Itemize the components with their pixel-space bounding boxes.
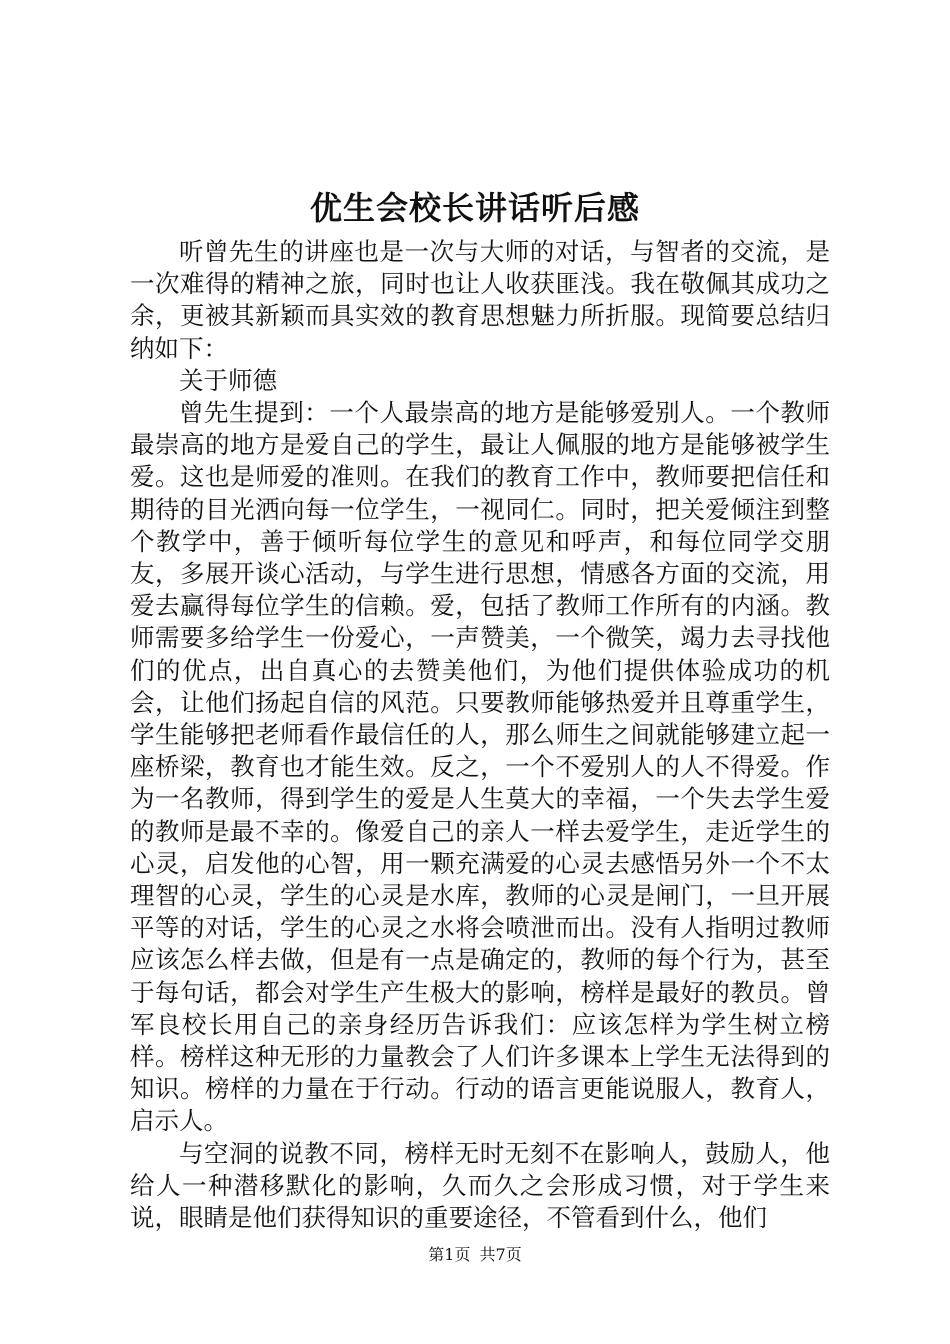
body-paragraph: 曾先生提到：一个人最崇高的地方是能够爱别人。一个教师最崇高的地方是爱自己的学生，最让人佩服的地方是能够被学生爱。这也是师爱的准则。在我们的教育工作中，教师要把信任和期待的目光洒向每一位学生，一视同仁。同时，把关爱倾注到整个教学中，善于倾听每位学生的意见和呼声，和每位同学交朋友，多展开谈心活动，与学生进行思想，情感各方面的交流，用爱去赢得每位学生的信赖。爱，包括了教师工作所有的内涵。教师需要多给学生一份爱心，一声赞美，一个微笑，竭力去寻找他们的优点，出自真心的去赞美他们，为他们提供体验成功的机会，让他们扬起自信的风范。只要教师能够热爱并且尊重学生，学生能够把老师看作最信任的人，那么师生之间就能够建立起一座桥梁，教育也才能生效。反之，一个不爱别人的人不得爱。作为一名教师，得到学生的爱是人生莫大的幸福，一个失去学生爱的教师是最不幸的。像爱自己的亲人一样去爱学生，走近学生的心灵，启发他的心智，用一颗充满爱的心灵去感悟另外一个不太理智的心灵，学生的心灵是水库，教师的心灵是闸门，一旦开展平等的对话，学生的心灵之水将会喷泄而出。没有人指明过教师应该怎么样去做，但是有一点是确定的，教师的每个行为，甚至于每句话，都会对学生产生极大的影响，榜样是最好的教员。曾军良校长用自己的亲身经历告诉我们：应该怎样为学生树立榜样。榜样这种无形的力量教会了人们许多课本上学生无法得到的知识。榜样的力量在于行动。行动的语言更能说服人，教育人，启示人。 [130, 398, 830, 1136]
page-number: 第1页 [428, 1245, 471, 1264]
document-body [130, 236, 830, 1234]
section-heading-teacher-ethics: 关于师德 [179, 365, 277, 395]
page-total: 共7页 [479, 1245, 522, 1264]
document-title: 优生会校长讲话听后感 [309, 189, 640, 227]
intro-paragraph: 听曾先生的讲座也是一次与大师的对话，与智者的交流，是一次难得的精神之旅，同时也让人收获匪浅。我在敬佩其成功之余，更被其新颖而具实效的教育思想魅力所折服。现简要总结归纳如下： [130, 237, 830, 363]
body-paragraph-continued: 与空洞的说教不同，榜样无时无刻不在影响人，鼓励人，他给人一种潜移默化的影响，久而久之会形成习惯，对于学生来说，眼睛是他们获得知识的重要途径，不管看到什么，他们 [130, 1138, 830, 1233]
page-footer [0, 1244, 950, 1266]
